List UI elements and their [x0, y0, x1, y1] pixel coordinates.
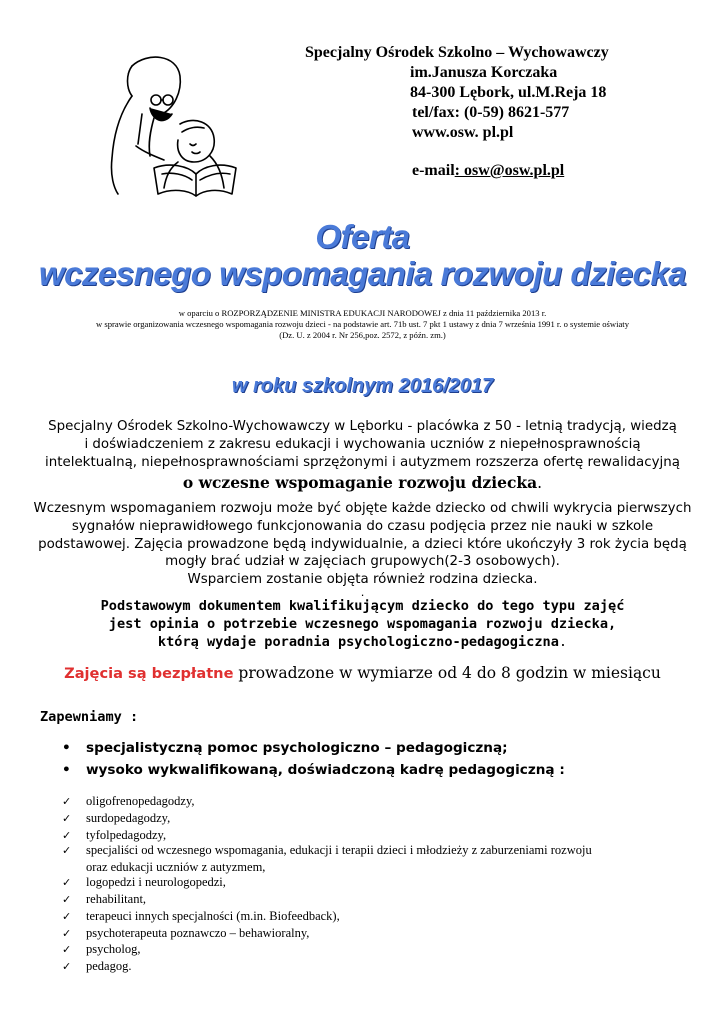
bullet-text: specjalistyczną pomoc psychologiczno – pedagogiczną; — [86, 740, 508, 756]
description-line: podstawowej. Zajęcia prowadzone będą indywidualnie, a dzieci które ukończyły 3 rok życia będą — [38, 537, 687, 552]
description-line: Wsparciem zostanie objęta również rodzina dziecka. — [187, 572, 538, 587]
email-address-link[interactable]: : osw@osw.pl.pl — [454, 162, 565, 179]
specialist-item — [62, 942, 141, 957]
check-icon: ✓ — [62, 795, 72, 808]
free-classes-note — [0, 664, 725, 683]
check-icon: ✓ — [62, 876, 72, 889]
legal-basis-line2: w sprawie organizowania wczesnego wspomagania rozwoju dzieci - na podstawie art. 71b ust. 7 pkt 1 ustawy z dnia 7 września 1991 r. o systemie oświaty — [96, 319, 629, 329]
free-rest: prowadzone w wymiarze od 4 do 8 godzin w miesiącu — [233, 664, 661, 682]
document-note-line: Podstawowym dokumentem kwalifikującym dziecko do tego typu zajęć — [100, 598, 625, 614]
document-note-line — [0, 634, 725, 650]
offer-subject — [0, 473, 725, 492]
specialist-text: tyfolpedagodzy, — [86, 828, 167, 842]
specialist-item — [62, 959, 131, 974]
bullet-icon: • — [62, 740, 71, 756]
specialist-text: psychoterapeuta poznawczo – behawioralny, — [86, 926, 310, 940]
document-note-text: którą wydaje poradnia psychologiczno-pedagogiczna — [157, 634, 559, 650]
bullet-text: wysoko wykwalifikowaną, doświadczoną kadrę pedagogiczną : — [86, 762, 565, 778]
guarantee-heading: Zapewniamy : — [40, 709, 139, 725]
school-logo — [92, 48, 242, 198]
specialist-item — [62, 843, 592, 874]
offer-title: Oferta — [315, 218, 410, 255]
bullet-icon: • — [62, 762, 71, 778]
specialist-item — [62, 794, 195, 809]
specialist-text: oligofrenopedagodzy, — [86, 794, 195, 808]
specialist-text: psycholog, — [86, 942, 141, 956]
specialist-text-continuation: oraz edukacji uczniów z autyzmem, — [86, 860, 266, 874]
specialist-text: surdopedagodzy, — [86, 811, 171, 825]
specialist-text: terapeuci innych specjalności (m.in. Biofeedback), — [86, 909, 340, 923]
specialist-text: rehabilitant, — [86, 892, 147, 906]
specialist-item — [62, 875, 226, 890]
specialist-item — [62, 909, 340, 924]
specialist-text: pedagog. — [86, 959, 132, 973]
check-icon: ✓ — [62, 943, 72, 956]
specialist-item — [62, 811, 170, 826]
check-icon: ✓ — [62, 844, 72, 857]
school-patron: im.Janusza Korczaka — [410, 64, 558, 81]
intro-line: intelektualną, niepełnosprawnościami sprzężonymi i autyzmem rozszerza ofertę rewalidacyjną — [45, 455, 680, 470]
description-line: sygnałów nieprawidłowego funkcjonowania do czasu podjęcia przez nie nauki w szkole — [71, 519, 654, 534]
school-phone: tel/fax: (0-59) 8621-577 — [412, 104, 570, 121]
check-icon: ✓ — [62, 927, 72, 940]
check-icon: ✓ — [62, 829, 72, 842]
specialist-item — [62, 892, 146, 907]
school-email[interactable] — [412, 162, 564, 180]
document-note-line: jest opinia o potrzebie wczesnego wspomagania rozwoju dziecka, — [108, 616, 617, 632]
specialist-item — [62, 926, 309, 941]
email-label: e-mail — [412, 162, 455, 179]
bullet-item — [62, 762, 565, 778]
free-highlight: Zajęcia są bezpłatne — [64, 665, 234, 682]
offer-subtitle: wczesnego wspomagania rozwoju dziecka — [38, 255, 687, 292]
offer-subject-tail: . — [537, 474, 543, 492]
legal-basis-line1: w oparciu o ROZPORZĄDZENIE MINISTRA EDUKACJI NARODOWEJ z dnia 11 października 2013 r. — [178, 308, 547, 318]
specialist-item — [62, 828, 166, 843]
check-icon: ✓ — [62, 893, 72, 906]
offer-subject-bold: o wczesne wspomaganie rozwoju dziecka — [182, 473, 538, 492]
check-icon: ✓ — [62, 960, 72, 973]
check-icon: ✓ — [62, 812, 72, 825]
document-note-tail: . — [558, 634, 568, 650]
description-line: Wczesnym wspomaganiem rozwoju może być objęte każde dziecko od chwili wykrycia pierwszych — [33, 501, 692, 516]
school-year-heading: w roku szkolnym 2016/2017 — [231, 375, 494, 397]
check-icon: ✓ — [62, 910, 72, 923]
description-line: mogły brać udział w zajęciach grupowych(2-3 osobowych). — [165, 554, 560, 569]
specialist-text: logopedzi i neurologopedzi, — [86, 875, 226, 889]
school-address: 84-300 Lębork, ul.M.Reja 18 — [410, 84, 607, 101]
separator-dot: . — [360, 584, 365, 599]
specialist-text: specjaliści od wczesnego wspomagania, edukacji i terapii dzieci i młodzieży z zaburzeniami rozwoju — [86, 843, 592, 857]
bullet-item — [62, 740, 508, 756]
school-website[interactable]: www.osw. pl.pl — [412, 124, 514, 141]
intro-line: i doświadczeniem z zakresu edukacji i wychowania uczniów z niepełnosprawnością — [84, 437, 641, 452]
school-name: Specjalny Ośrodek Szkolno – Wychowawczy — [305, 44, 609, 61]
legal-basis-line3: (Dz. U. z 2004 r. Nr 256,poz. 2572, z późn. zm.) — [279, 330, 446, 340]
intro-line: Specjalny Ośrodek Szkolno-Wychowawczy w Lęborku - placówka z 50 - letnią tradycją, wiedzą — [48, 419, 677, 434]
